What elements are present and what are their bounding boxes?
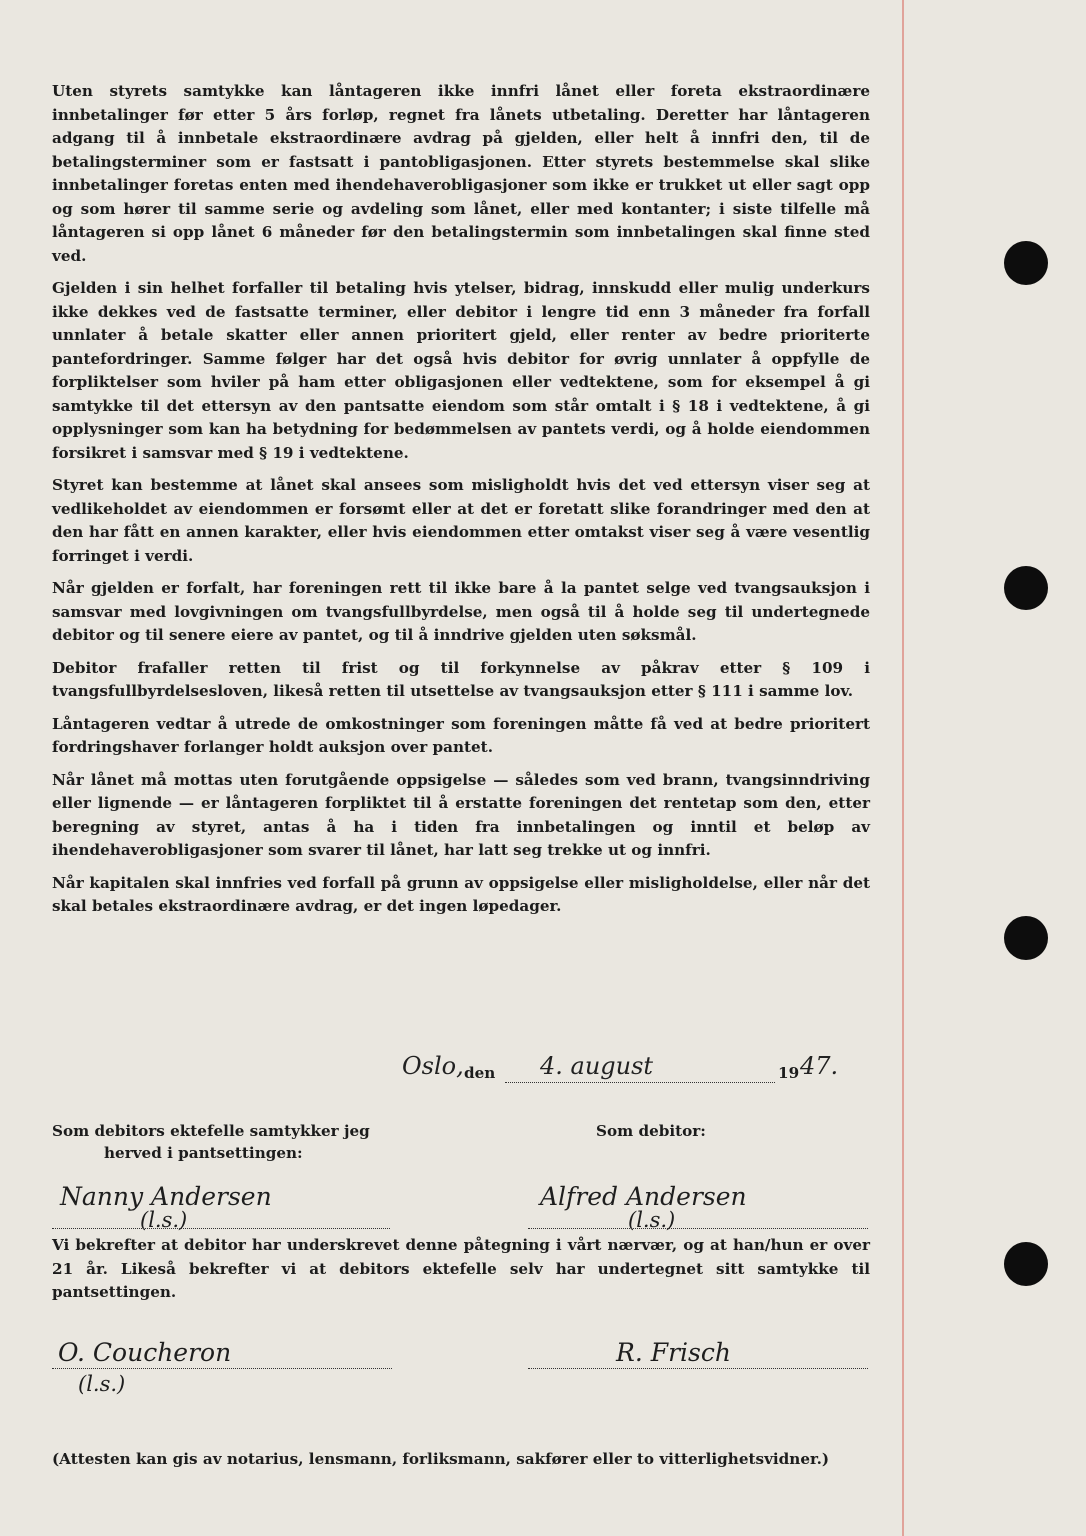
punch-hole (1004, 566, 1048, 610)
paragraph: Debitor frafaller retten til frist og til forkynnelse av påkrav etter § 109 i tvangsfullbyrdelsesloven, likeså retten til utsettelse av tvangsauksjon etter § 111 i samme lov. (52, 658, 870, 700)
debtor-ls: (l.s.) (628, 1208, 676, 1232)
margin-line (902, 0, 904, 1536)
paragraph: Når kapitalen skal innfries ved forfall på grunn av oppsigelse eller misligholdelse, eller når det skal betales ekstraordinære avdrag, er det ingen løpedager. (52, 873, 870, 915)
witness1-line (52, 1368, 392, 1369)
paragraph: Gjelden i sin helhet forfaller til betaling hvis ytelser, bidrag, innskudd eller mulig underkurs ikke dekkes ved de fastsatte terminer, eller debitor i lengre tid enn 3 måneder fra forfall unnlater å betale skatter eller annen prioritert gjeld, eller renter av bedre prioriterte pantefordringer. Samme følger har det også hvis debitor for øvrig unnlater å oppfylle de forpliktelser som hviler på ham etter obligasjonen eller vedtektene, som for eksempel å gi samtykke til det ettersyn av den pantsatte eiendom som står omtalt i § 18 i vedtektene, å gi opplysninger som kan ha betydning for bedømmelsen av pantets verdi, og å holde eiendommen forsikret i samsvar med § 19 i vedtektene. (52, 279, 870, 462)
paragraph: Låntageren vedtar å utrede de omkostninger som foreningen måtte få ved at bedre prioritert fordringshaver forlanger holdt auksjon over pantet. (52, 714, 870, 756)
date-dotline (505, 1082, 775, 1083)
witness1-ls: (l.s.) (78, 1372, 126, 1396)
spouse-label-2: herved i pantsettingen: (104, 1144, 303, 1162)
confirmation-text: Vi bekrefter at debitor har underskrevet denne påtegning i vårt nærvær, og at han/hun er over 21 år. Likeså bekrefter vi at debitors ektefelle selv har undertegnet sitt samtykke til pantsettingen. (52, 1236, 870, 1301)
year-prefix: 19 (778, 1064, 800, 1082)
terms-text (52, 80, 870, 928)
witness2-signature: R. Frisch (616, 1338, 731, 1367)
place-handwritten: Oslo, (402, 1052, 464, 1080)
paragraph: Uten styrets samtykke kan låntageren ikke innfri lånet eller foreta ekstraordinære innbetalinger før etter 5 års forløp, regnet fra lånets utbetaling. Deretter har låntageren adgang til å innbetale ekstraordinære avdrag på gjelden, eller helt å innfri den, til de betalingsterminer som er fastsatt i pantobligasjonen. Etter styrets bestemmelse skal slike innbetalinger foretas enten med ihendehaverobligasjoner som ikke er trukket ut eller sagt opp og som hører til samme serie og avdeling som lånet, eller med kontanter; i siste tilfelle må låntageren si opp lånet 6 måneder før den betalingstermin som innbetalingen skal finne sted ved. (52, 82, 870, 265)
attest-note: (Attesten kan gis av notarius, lensmann, forliksmann, sakfører eller to vitterlighetsvidner.) (52, 1450, 830, 1468)
punch-hole (1004, 241, 1048, 285)
spouse-label: Som debitors ektefelle samtykker jeg (52, 1122, 370, 1140)
debtor-label: Som debitor: (596, 1122, 706, 1140)
spouse-ls: (l.s.) (140, 1208, 188, 1232)
witness2-line (528, 1368, 868, 1369)
den-label: den (464, 1064, 496, 1082)
punch-hole (1004, 1242, 1048, 1286)
spouse-signature-line (52, 1228, 390, 1229)
year-handwritten: 47. (800, 1052, 839, 1080)
debtor-signature: Alfred Andersen (540, 1182, 747, 1211)
punch-hole (1004, 916, 1048, 960)
spouse-signature: Nanny Andersen (60, 1182, 272, 1211)
paragraph: Når gjelden er forfalt, har foreningen rett til ikke bare å la pantet selge ved tvangsauksjon i samsvar med lovgivningen om tvangsfullbyrdelse, men også til å holde seg til undertegnede debitor og til senere eiere av pantet, og til å inndrive gjelden uten søksmål. (52, 579, 870, 644)
date-handwritten: 4. august (540, 1052, 654, 1080)
witness1-signature: O. Coucheron (58, 1338, 232, 1367)
debtor-signature-line (528, 1228, 868, 1229)
paragraph: Styret kan bestemme at lånet skal ansees som misligholdt hvis det ved ettersyn viser seg at vedlikeholdet av eiendommen er forsømt eller at det er foretatt slike forandringer med den at den har fått en annen karakter, eller hvis eiendommen etter omtakst viser seg å være vesentlig forringet i verdi. (52, 476, 870, 565)
paragraph: Når lånet må mottas uten forutgående oppsigelse — således som ved brann, tvangsinndriving eller lignende — er låntageren forpliktet til å erstatte foreningen det rentetap som den, etter beregning av styret, antas å ha i tiden fra innbetalingen og inntil et beløp av ihendehaverobligasjoner som svarer til lånet, har latt seg trekke ut og innfri. (52, 770, 870, 859)
